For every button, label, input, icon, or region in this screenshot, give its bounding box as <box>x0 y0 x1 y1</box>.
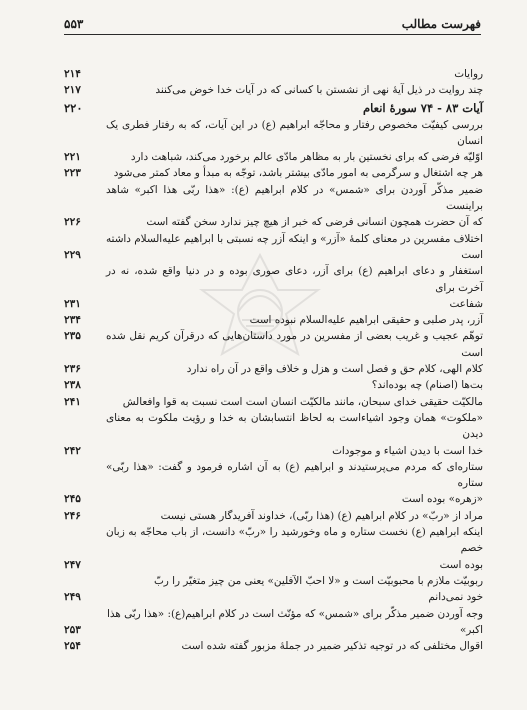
toc-entry <box>64 508 483 524</box>
toc-entry-title: شفاعت <box>449 297 483 310</box>
toc-entry <box>64 165 483 181</box>
toc-entry-page: ۲۳۶ <box>64 363 81 376</box>
toc-entry-title: اقوال مختلفی که در توجیه تذکیر ضمیر در جملهٔ مزبور گفته شده است <box>181 640 483 653</box>
toc-entry-page: ۲۳۸ <box>64 379 81 392</box>
toc-entry-title: اینکه ابراهیم (ع) نخست ستاره و ماه وخورشید را «ربّ» دانست، از باب محاجّه به زبان خصم <box>106 526 483 555</box>
toc-entry-title: چند روایت در ذیل آیهٔ نهی از نشستن با کسانی که در آیات خدا خوض می‌کنند <box>155 84 483 97</box>
toc-entry-title: «ملکوت» همان وجود اشیاءاست به لحاظ انتسابشان به خدا و رؤیت ملکوت به معنای دیدن <box>106 411 483 441</box>
toc-entry <box>64 410 483 443</box>
toc-entry-title: مالکیّت حقیقی خدای سبحان، مانند مالکیّت انسان است است نسبت به قوا وافعالش <box>122 395 483 408</box>
page-header <box>64 12 481 35</box>
toc-entry <box>64 214 483 230</box>
toc-entry-title: اوّلیّه فرضی که برای نخستین بار به مظاهر مادّی عالم برخورد می‌کند، شباهت دارد <box>130 151 483 164</box>
toc-entry-title: آزر، پدر صلبی و حقیقی ابراهیم علیه‌السلام نبوده است <box>249 314 483 327</box>
toc-entry <box>64 328 483 361</box>
toc-entry-title: اکبر» <box>459 623 483 636</box>
page-number: ۵۵۳ <box>64 17 84 31</box>
toc-entry-title: بوده است <box>439 558 483 571</box>
toc-entry <box>64 589 483 605</box>
toc-entry <box>64 117 483 150</box>
toc-entry-title: هر چه اشتغال و سرگرمی به امور مادّی بیشتر باشد، توجّه به مبدأ و معاد کمتر می‌شود <box>113 167 483 180</box>
toc-entry <box>64 443 483 459</box>
toc-entry-title: خدا است با دیدن اشیاء و موجودات <box>332 444 483 457</box>
toc-entry <box>64 182 483 215</box>
toc-entry-title: آیات ۸۳ - ۷۴ سورهٔ انعام <box>363 100 483 115</box>
toc-entry-page: ۲۳۵ <box>64 330 81 343</box>
toc-entry <box>64 557 483 573</box>
toc-entry-title: ضمیر مذکّر آوردن برای «شمس» در کلام ابراهیم (ع): «هذا ربّی هذا اکبر» شاهد براینست <box>106 183 483 213</box>
toc-entry <box>64 82 483 98</box>
toc-entry-title: روایات <box>454 68 483 80</box>
toc-entry-page: ۲۲۱ <box>64 151 81 164</box>
toc-entry-title: ربوبیّت ملازم با محبوبیّت است و «لا احبّ الآفلین» یعنی من چیز متغیّر را ربّ <box>153 574 483 587</box>
toc-entry-title: کلام الهی، کلام حق و فصل است و هزل و خلاف واقع در آن راه ندارد <box>186 363 483 376</box>
toc-entry-title: بت‌ها (اصنام) چه بوده‌اند؟ <box>371 379 483 392</box>
toc-entry-title: «زهره» بوده است <box>401 493 483 506</box>
toc-section-heading <box>64 99 483 117</box>
toc-entry-page: ۲۴۵ <box>64 493 81 506</box>
toc-entry-page: ۲۵۴ <box>64 640 81 653</box>
toc-entry-title: بررسی کیفیّت مخصوص رفتار و محاجّه ابراهیم (ع) در این آیات، که به رفتار فطری یک انسان <box>106 118 483 147</box>
toc-entry-page: ۲۴۹ <box>64 591 81 604</box>
toc-entry <box>64 573 483 589</box>
toc-entry-page: ۲۲۶ <box>64 216 81 229</box>
toc-entry <box>64 263 483 296</box>
toc-entry <box>64 247 483 263</box>
toc-entry-page: ۲۴۲ <box>64 444 81 457</box>
toc-entry-title: اختلاف مفسرین در معنای کلمهٔ «آزر» و اینکه آزر چه نسبتی با ابراهیم علیه‌السلام داشته <box>105 232 483 245</box>
toc-entry-page: ۲۳۴ <box>64 314 81 327</box>
toc-entry <box>64 66 483 82</box>
toc-entry-page: ۲۵۳ <box>64 623 81 636</box>
toc-entry <box>64 606 483 622</box>
toc-entry <box>64 394 483 410</box>
toc-entry-title: توهّم عجیب و غریب بعضی از مفسرین در مورد داستان‌هایی که درقرآن کریم نقل شده است <box>106 330 483 359</box>
toc-entry <box>64 622 483 638</box>
toc-entry <box>64 459 483 492</box>
table-of-contents <box>64 66 483 654</box>
toc-entry-title: وجه آوردن ضمیر مذکّر برای «شمس» که مؤنّث است در کلام ابراهیم(ع): «هذا ربّی هذا <box>106 607 483 620</box>
toc-entry-title: است <box>461 248 483 261</box>
toc-entry-page: ۲۴۱ <box>64 395 81 408</box>
toc-entry <box>64 638 483 654</box>
toc-entry-title: ستاره‌ای که مردم می‌پرستیدند و ابراهیم (ع) به آن اشاره فرمود و گفت: «هذا ربّی» ستاره <box>106 460 483 490</box>
toc-entry <box>64 361 483 377</box>
toc-entry-page: ۲۲۹ <box>64 248 81 261</box>
toc-entry-title: که آن حضرت همچون انسانی فرضی که خبر از هیچ چیز ندارد سخن گفته است <box>146 216 483 229</box>
toc-entry-page: ۲۱۴ <box>64 68 81 80</box>
toc-entry-page: ۲۴۷ <box>64 558 81 571</box>
toc-entry <box>64 377 483 393</box>
toc-entry <box>64 231 483 247</box>
toc-entry-page: ۲۳۱ <box>64 297 81 310</box>
toc-entry-title: مراد از «ربّ» در کلام ابراهیم (ع) (هذا ربّی)، خداوند آفریدگار هستی نیست <box>160 509 483 522</box>
toc-entry-page: ۲۱۷ <box>64 84 81 97</box>
toc-entry-title: استغفار و دعای ابراهیم (ع) برای آزر، دعای صوری بوده و در دنیا واقع شده، نه در آخرت برای <box>106 265 483 294</box>
toc-entry-page: ۲۲۰ <box>64 100 83 115</box>
toc-entry-page: ۲۴۶ <box>64 509 81 522</box>
toc-entry <box>64 149 483 165</box>
toc-entry-title: خود نمی‌دانم <box>428 591 483 604</box>
toc-entry <box>64 296 483 312</box>
toc-entry-page: ۲۲۳ <box>64 167 81 180</box>
toc-entry <box>64 312 483 328</box>
running-title: فهرست مطالب <box>401 17 481 31</box>
toc-entry <box>64 524 483 557</box>
toc-entry <box>64 491 483 507</box>
